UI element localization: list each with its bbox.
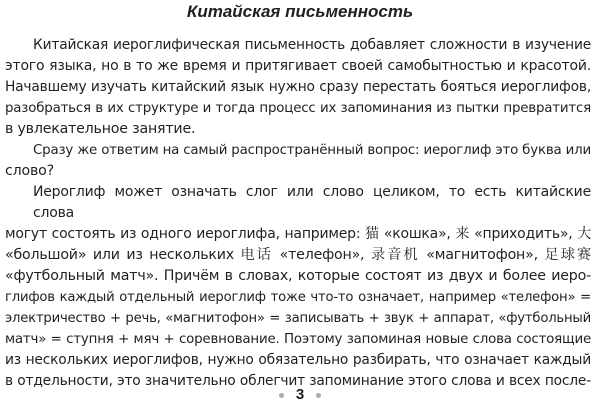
text-line: электричество + речь, «магнитофон» = записывать + звук + аппарат, «футбольный — [5, 311, 591, 326]
text-line: в увлекательное занятие. — [5, 121, 196, 137]
text-line: Китайская иероглифическая письменность добавляет сложности в изучение — [33, 37, 591, 53]
dot-ornament-icon — [279, 393, 284, 398]
text-line: могут состоять из одного иероглифа, например: 猫 «кошка», 来 «приходить», 大 — [5, 226, 591, 242]
text-line: Иероглиф может означать слог или слово целиком, то есть китайские слова — [33, 184, 591, 221]
section-title: Китайская письменность — [186, 2, 414, 21]
text-line: разобраться в их структуре и тогда процесс их запоминания из пытки превратится — [5, 101, 591, 116]
text-line: Сразу же ответим на самый распространённый вопрос: иероглиф это буква или — [33, 143, 591, 158]
text-line: «футбольный матч». Причём в словах, которые состоят из двух и более иеро- — [5, 268, 591, 284]
page-number: 3 — [295, 386, 305, 403]
text-line: глифов каждый отдельный иероглиф тоже что-то означает, например «телефон» = — [5, 290, 591, 305]
text-line: из нескольких иероглифов, нужно обязательно разбирать, что означает каждый — [5, 352, 591, 368]
text-line: этого языка, но в то же время и притягивает своей самобытностью и красотой. — [5, 58, 591, 74]
text-line: матч» = ступня + мяч + соревнование. Поэтому запоминая новые слова состоящие — [5, 332, 591, 347]
body-text — [5, 35, 591, 392]
text-line: Начавшему изучать китайский язык нужно сразу перестать бояться иероглифов, — [5, 79, 591, 95]
text-line: слово? — [5, 163, 54, 179]
page-footer — [0, 386, 600, 403]
dot-ornament-icon — [316, 393, 321, 398]
text-line: в отдельности, это значительно облегчит запоминание этого слова и всех после- — [5, 373, 591, 389]
text-line: «большой» или из нескольких 电话 «телефон», 录音机 «магнитофон», 足球赛 — [5, 247, 591, 263]
